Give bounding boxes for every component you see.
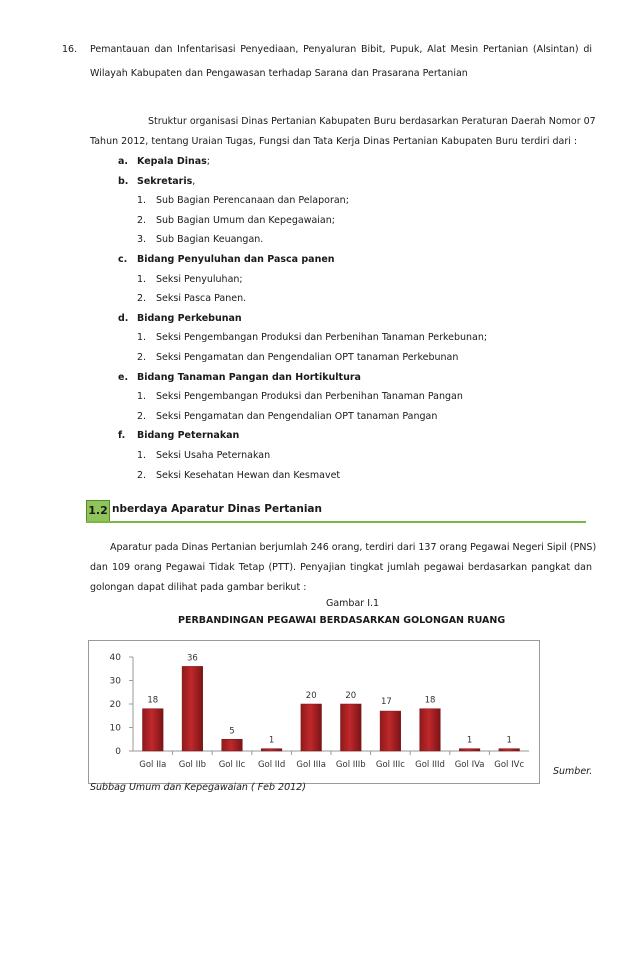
- x-tick-label: Gol IIb: [178, 760, 207, 770]
- org-letter: b.: [118, 175, 129, 187]
- data-label: 20: [305, 691, 317, 701]
- org-unit-title: Bidang Tanaman Pangan dan Hortikultura: [137, 371, 361, 383]
- section-underline: [86, 521, 586, 523]
- bar: [222, 739, 243, 751]
- org-unit-title: Sekretaris,: [137, 175, 196, 187]
- org-sub-item: Seksi Usaha Peternakan: [156, 450, 271, 461]
- y-tick-label: 40: [109, 653, 121, 663]
- y-tick-label: 30: [109, 676, 121, 687]
- paragraph-1-line-1: Struktur organisasi Dinas Pertanian Kabupaten Buru berdasarkan Peraturan Daerah Nomor 07: [148, 116, 596, 127]
- section-heading: [86, 500, 586, 522]
- org-letter: d.: [118, 312, 129, 324]
- org-sub-item: Sub Bagian Umum dan Kepegawaian;: [156, 214, 335, 226]
- paragraph-2-line-3: golongan dapat dilihat pada gambar berikut :: [90, 582, 307, 593]
- paragraph-1-line-2: Tahun 2012, tentang Uraian Tugas, Fungsi dan Tata Kerja Dinas Pertanian Kabupaten Buru terdiri dari :: [90, 136, 578, 147]
- data-label: 1: [268, 735, 275, 746]
- org-sub-number: 2.: [137, 293, 147, 305]
- data-label: 18: [147, 695, 159, 706]
- section-number: 1.2: [86, 500, 110, 522]
- bar: [182, 666, 203, 751]
- paragraph-2-line-1: Aparatur pada Dinas Pertanian berjumlah 246 orang, terdiri dari 137 orang Pegawai Negeri Sipil (PNS): [110, 542, 597, 553]
- org-sub-item: Sub Bagian Perencanaan dan Pelaporan;: [156, 195, 349, 207]
- org-sub-item: Seksi Pasca Panen.: [156, 293, 247, 305]
- org-sub-item: Seksi Pengamatan dan Pengendalian OPT tanaman Perkebunan: [156, 352, 459, 363]
- org-sub-number: 2.: [137, 469, 147, 481]
- x-tick-label: Gol IIIb: [335, 760, 366, 770]
- y-tick-label: 0: [115, 747, 121, 757]
- item-16-line-1: Pemantauan dan Infentarisasi Penyediaan, Penyaluran Bibit, Pupuk, Alat Mesin Pertanian (Alsintan) di: [90, 44, 592, 55]
- bar: [341, 704, 362, 751]
- y-tick-label: 20: [109, 700, 121, 710]
- org-sub-item: Sub Bagian Keuangan.: [156, 234, 264, 246]
- org-sub-number: 2.: [137, 214, 147, 226]
- x-tick-label: Gol IIc: [218, 760, 246, 770]
- list-number: 16.: [62, 44, 78, 55]
- org-sub-item: Seksi Pengembangan Produksi dan Perbenihan Tanaman Pangan: [156, 391, 463, 403]
- item-16-line-2: Wilayah Kabupaten dan Pengawasan terhadap Sarana dan Prasarana Pertanian: [90, 68, 468, 79]
- org-sub-item: Seksi Pengamatan dan Pengendalian OPT tanaman Pangan: [156, 410, 438, 422]
- data-label: 5: [229, 726, 235, 737]
- figure-label: Gambar I.1: [326, 598, 380, 609]
- org-sub-number: 1.: [137, 273, 147, 285]
- bar: [420, 709, 441, 751]
- bar: [261, 749, 282, 751]
- bar: [301, 704, 322, 751]
- bar: [499, 749, 520, 751]
- chart-frame: [88, 640, 540, 784]
- bar: [143, 709, 164, 751]
- org-sub-item: Seksi Pengembangan Produksi dan Perbenihan Tanaman Perkebunan;: [156, 332, 488, 344]
- org-unit-title: Bidang Peternakan: [137, 430, 240, 442]
- org-sub-number: 1.: [137, 195, 147, 207]
- org-unit-title: Kepala Dinas;: [137, 156, 210, 167]
- org-sub-number: 1.: [137, 332, 147, 344]
- data-label: 17: [380, 697, 392, 708]
- y-tick-label: 10: [109, 723, 121, 734]
- org-sub-number: 1.: [137, 450, 147, 461]
- bar: [380, 711, 401, 751]
- org-sub-number: 3.: [137, 234, 147, 246]
- section-title: nberdaya Aparatur Dinas Pertanian: [112, 503, 322, 515]
- org-unit-title: Bidang Perkebunan: [137, 312, 242, 324]
- x-tick-label: Gol IIIc: [375, 760, 405, 770]
- x-tick-label: Gol IId: [257, 760, 286, 770]
- data-label: 18: [424, 695, 436, 706]
- chart-title: PERBANDINGAN PEGAWAI BERDASARKAN GOLONGAN RUANG: [178, 615, 506, 626]
- org-sub-item: Seksi Kesehatan Hewan dan Kesmavet: [156, 469, 341, 481]
- org-sub-item: Seksi Penyuluhan;: [156, 273, 243, 285]
- org-letter: e.: [118, 371, 129, 383]
- x-tick-label: Gol IVa: [454, 760, 485, 770]
- data-label: 36: [186, 653, 198, 664]
- x-tick-label: Gol IIa: [139, 760, 167, 770]
- org-unit-title: Bidang Penyuluhan dan Pasca panen: [137, 254, 335, 265]
- org-letter: c.: [118, 254, 128, 265]
- bar-chart: [89, 641, 539, 783]
- source-label: Sumber.: [553, 766, 593, 777]
- org-sub-number: 1.: [137, 391, 147, 403]
- data-label: 1: [506, 735, 512, 746]
- org-letter: a.: [118, 156, 129, 167]
- paragraph-2-line-2: dan 109 orang Pegawai Tidak Tetap (PTT). Penyajian tingkat jumlah pegawai berdasarkan pangkat dan: [90, 562, 592, 573]
- x-tick-label: Gol IVc: [494, 760, 525, 770]
- x-tick-label: Gol IIId: [415, 760, 445, 770]
- data-label: 20: [345, 691, 357, 701]
- org-sub-number: 2.: [137, 410, 147, 422]
- org-sub-number: 2.: [137, 352, 147, 363]
- source-line: Subbag Umum dan Kepegawaian ( Feb 2012): [90, 782, 306, 793]
- x-tick-label: Gol IIIa: [296, 760, 326, 770]
- org-letter: f.: [118, 430, 126, 442]
- bar: [459, 749, 480, 751]
- data-label: 1: [466, 735, 473, 746]
